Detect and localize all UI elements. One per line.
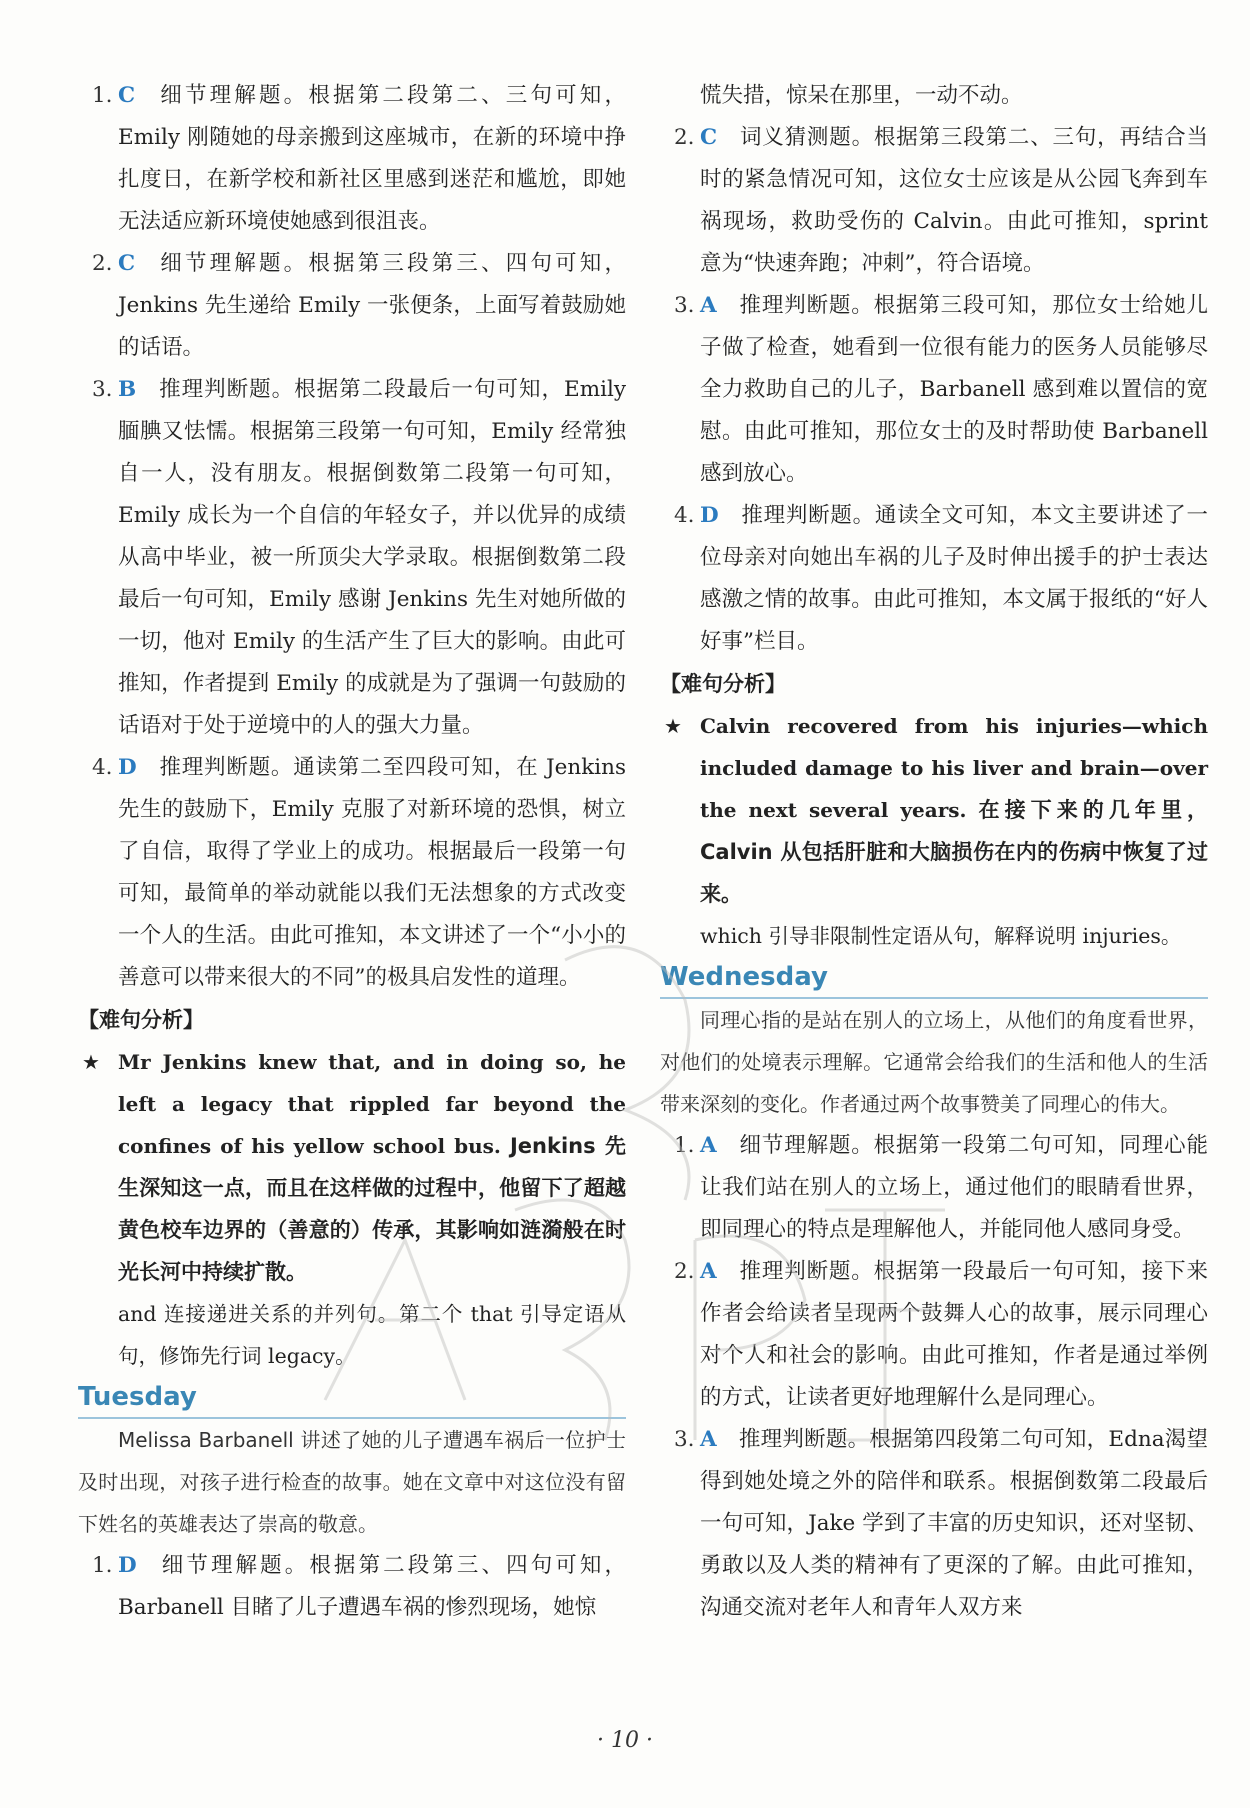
item-number: 1. bbox=[92, 1553, 113, 1578]
answer-item bbox=[660, 1251, 1208, 1419]
answer-text-rest: Barbanell 目睹了儿子遭遇车祸的惨烈现场，她惊 bbox=[118, 1595, 597, 1620]
item-number: 4. bbox=[674, 503, 695, 528]
answer-item bbox=[78, 747, 626, 999]
left-answer-list-2 bbox=[78, 1545, 626, 1629]
difficult-sentence-heading: 【难句分析】 bbox=[78, 1008, 204, 1032]
difficult-sentence-translation: 在接下来的几年里，Calvin 从包括肝脏和大脑损伤在内的伤病中恢复了过来。 bbox=[700, 798, 1209, 906]
answer-text-first: 推理判断题。通读全文可知，本文主要讲述 bbox=[740, 503, 1165, 528]
answer-text-first: 细节理解题。根据第三段第三、四句可知， bbox=[157, 251, 626, 276]
answer-text-first: 推理判断题。根据第四段第二句可知，Edna bbox=[738, 1427, 1165, 1452]
difficult-sentence-explanation: which 引导非限制性定语从句，解释说明 injuries。 bbox=[700, 924, 1182, 948]
item-number: 2. bbox=[674, 125, 695, 150]
item-number: 2. bbox=[92, 251, 113, 276]
answer-text-rest: 腼腆又怯懦。根据第三段第一句可知，Emily 经常独自一人，没有朋友。根据倒数第二段第一句可知，Emily 成长为一个自信的年轻女子，并以优异的成绩从高中毕业，被一所顶尖大学录取。根据倒数第二段最后一句可知，Emily 感谢 Jenkins 先生对她所做的一切，他对 Emily 的生活产生了巨大的影响。由此可推知，作者提到 Emily 的成就是为了强调一句鼓励的话语对于处于逆境中的人的强大力量。 bbox=[118, 419, 626, 738]
answer-item bbox=[78, 1545, 626, 1629]
star-icon: ★ bbox=[664, 714, 682, 738]
answer-text-first: 推理判断题。根据第三段可知，那位女士给 bbox=[738, 293, 1165, 318]
answer-text-rest: 她儿子做了检查，她看到一位很有能力的医务人员能够尽全力救助自己的儿子，Barbanell 感到难以置信的宽慰。由此可推知，那位女士的及时帮助使 Barbanell 感到放心。 bbox=[700, 293, 1208, 486]
answer-letter: C bbox=[700, 125, 718, 150]
passage-summary: 同理心指的是站在别人的立场上，从他们的角度看世界，对他们的处境表示理解。它通常会给我们的生活和他人的生活带来深刻的变化。作者通过两个故事赞美了同理心的伟大。 bbox=[660, 1008, 1208, 1116]
answer-letter: B bbox=[118, 377, 137, 402]
star-icon: ★ bbox=[82, 1050, 100, 1074]
answer-text-rest: 先生的鼓励下，Emily 克服了对新环境的恐惧，树立了自信，取得了学业上的成功。根据最后一段第一句可知，最简单的举动就能以我们无法想象的方式改变一个人的生活。由此可推知，本文讲述了一个“小小的善意可以带来很大的不同”的极具启发性的道理。 bbox=[118, 797, 626, 990]
answer-text-rest: Emily 刚随她的母亲搬到这座城市，在新的环境中挣扎度日，在新学校和新社区里感到迷茫和尴尬，即她无法适应新环境使她感到很沮丧。 bbox=[118, 125, 626, 234]
answer-letter: D bbox=[118, 755, 137, 780]
answer-letter: A bbox=[700, 1427, 717, 1452]
answer-item bbox=[78, 243, 626, 369]
difficult-sentence-translation: Jenkins 先生深知这一点，而且在这样做的过程中，他留下了超越黄色校车边界的（善意的）传承，其影响如涟漪般在时光长河中持续扩散。 bbox=[118, 1134, 627, 1284]
item-number: 2. bbox=[674, 1259, 695, 1284]
answer-text-first: 推理判断题。通读第二至四段可知，在 Jenkins bbox=[158, 755, 626, 780]
item-number: 1. bbox=[92, 83, 113, 108]
answer-text-first: 细节理解题。根据第一段第二句可知，同理 bbox=[738, 1133, 1165, 1158]
answer-item bbox=[660, 285, 1208, 495]
answer-item bbox=[660, 117, 1208, 285]
item-number: 4. bbox=[92, 755, 113, 780]
answer-letter: A bbox=[700, 1259, 717, 1284]
answer-text-first: 细节理解题。根据第二段第三、四句可知， bbox=[158, 1553, 626, 1578]
day-title-wednesday: Wednesday bbox=[660, 957, 1208, 999]
answer-text-first: 词义猜测题。根据第三段第二、三句，再结 bbox=[739, 125, 1165, 150]
difficult-sentence-english: Calvin recovered from his injuries—which included damage to his liver and brain—over the next several years. bbox=[700, 714, 1208, 822]
answer-item bbox=[660, 1419, 1208, 1629]
answer-letter: A bbox=[700, 293, 717, 318]
item-number: 3. bbox=[92, 377, 113, 402]
answer-text-first: 细节理解题。根据第二段第二、三句可知， bbox=[157, 83, 626, 108]
answer-item bbox=[78, 369, 626, 747]
right-answer-list bbox=[660, 117, 1208, 663]
answer-letter: A bbox=[700, 1133, 717, 1158]
difficult-sentence-heading: 【难句分析】 bbox=[660, 672, 786, 696]
difficult-sentence bbox=[660, 705, 1208, 915]
difficult-sentence-explanation: and 连接递进关系的并列句。第二个 that 引导定语从句，修饰先行词 legacy。 bbox=[118, 1302, 626, 1368]
right-column bbox=[660, 75, 1208, 1629]
answer-text-rest: 了一位母亲对向她出车祸的儿子及时伸出援手的护士表达感激之情的故事。由此可推知，本文属于报纸的“好人好事”栏目。 bbox=[700, 503, 1208, 654]
answer-text-first: 推理判断题。根据第一段最后一句可知，接 bbox=[738, 1259, 1165, 1284]
answer-letter: D bbox=[118, 1553, 137, 1578]
answer-text-rest: 心能让我们站在别人的立场上，通过他们的眼睛看世界，即同理心的特点是理解他人，并能同他人感同身受。 bbox=[700, 1133, 1208, 1242]
answer-letter: C bbox=[118, 83, 136, 108]
passage-summary: Melissa Barbanell 讲述了她的儿子遭遇车祸后一位护士及时出现，对孩子进行检查的故事。她在文章中对这位没有留下姓名的英雄表达了崇高的敬意。 bbox=[78, 1428, 626, 1536]
answer-text-rest: 下来作者会给读者呈现两个鼓舞人心的故事，展示同理心对个人和社会的影响。由此可推知，作者是通过举例的方式，让读者更好地理解什么是同理心。 bbox=[700, 1259, 1208, 1410]
page-number: · 10 · bbox=[597, 1728, 653, 1753]
answer-continuation: 慌失措，惊呆在那里，一动不动。 bbox=[700, 83, 1023, 108]
answer-item bbox=[660, 1125, 1208, 1251]
answer-item bbox=[78, 75, 626, 243]
answer-text-first: 推理判断题。根据第二段最后一句可知，Emily bbox=[158, 377, 626, 402]
left-column bbox=[78, 75, 626, 1629]
answer-letter: D bbox=[700, 503, 719, 528]
difficult-sentence bbox=[78, 1041, 626, 1293]
right-answer-list-2 bbox=[660, 1125, 1208, 1629]
item-number: 3. bbox=[674, 293, 695, 318]
difficult-sentence-english: Mr Jenkins knew that, and in doing so, he left a legacy that rippled far beyond the confines of his yellow school bus. bbox=[118, 1050, 626, 1158]
item-number: 1. bbox=[674, 1133, 695, 1158]
answer-letter: C bbox=[118, 251, 136, 276]
answer-text-rest: 合当时的紧急情况可知，这位女士应该是从公园飞奔到车祸现场，救助受伤的 Calvin。由此可推知，sprint 意为“快速奔跑；冲刺”，符合语境。 bbox=[700, 125, 1208, 276]
answer-item bbox=[660, 495, 1208, 663]
left-answer-list bbox=[78, 75, 626, 999]
answer-text-rest: Jenkins 先生递给 Emily 一张便条，上面写着鼓励她的话语。 bbox=[118, 293, 626, 360]
answer-text-rest: 渴望得到她处境之外的陪伴和联系。根据倒数第二段最后一句可知，Jake 学到了丰富的历史知识，还对坚韧、勇敢以及人类的精神有了更深的了解。由此可推知，沟通交流对老年人和青年人双方来 bbox=[700, 1427, 1208, 1620]
item-number: 3. bbox=[674, 1427, 695, 1452]
day-title-tuesday: Tuesday bbox=[78, 1377, 626, 1419]
